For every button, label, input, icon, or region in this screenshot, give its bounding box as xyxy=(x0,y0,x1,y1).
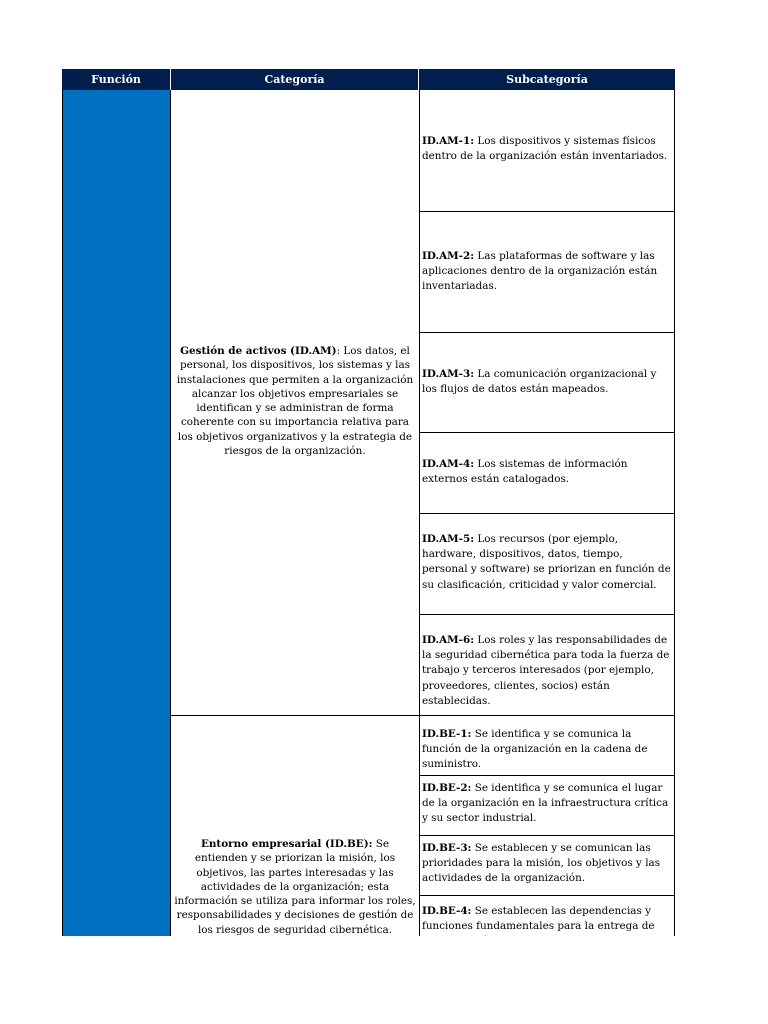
category-label: Entorno empresarial (ID.BE): xyxy=(200,838,373,850)
subcategory-id: ID.AM-4: xyxy=(422,458,475,470)
subcategory-id: ID.AM-3: xyxy=(422,368,475,380)
subcategory-text: Se identifica y se comunica el lugar de la organización en la infraestructura crítica y su sector industrial. xyxy=(422,782,669,825)
category-text xyxy=(173,837,417,937)
subcategory-cell xyxy=(419,90,675,212)
category-cell-business-environment xyxy=(171,715,420,955)
subcategory-id: ID.AM-5: xyxy=(422,533,475,545)
subcategory-text: La comunicación organizacional y los flujos de datos están mapeados. xyxy=(422,368,657,396)
subcategory-cell xyxy=(419,835,675,896)
subcategory-text: Se establecen y se comunican las prioridades para la misión, los objetivos y las actividades de la organización. xyxy=(422,842,661,885)
subcategory-text: Los dispositivos y sistemas físicos dentro de la organización están inventariados. xyxy=(422,135,668,163)
category-cell-asset-management xyxy=(171,90,420,716)
subcategory-cell xyxy=(419,513,675,615)
subcategory-text: Los recursos (por ejemplo, hardware, dispositivos, datos, tiempo, personal y software) se priorizan en función de su clasificación, criticidad y valor comercial. xyxy=(422,533,671,591)
subcategory-text: Las plataformas de software y las aplicaciones dentro de la organización están inventariadas. xyxy=(422,250,658,293)
category-label: Gestión de activos (ID.AM) xyxy=(180,345,337,357)
subcategory-cell xyxy=(419,432,675,514)
subcategory-id: ID.BE-4: xyxy=(422,905,472,917)
category-description: Los datos, el personal, los dispositivos, los sistemas y las instalaciones que permiten a la organización alcanzar los objetivos empresariales se identifican y se administran de forma coherente con su importancia relativa para los objetivos organizativos y la estrategia de riesgos de la organización. xyxy=(176,345,414,458)
category-description: Se entienden y se priorizan la misión, los objetivos, las partes interesadas y las actividades de la organización; esta información se utiliza para informar los roles, responsabilidades y decisiones de gestión de los riesgos de seguridad cibernética. xyxy=(174,838,416,936)
subcategory-text: Se identifica y se comunica la función de la organización en la cadena de suministro. xyxy=(422,728,648,771)
subcategory-text: Los roles y las responsabilidades de la seguridad cibernética para toda la fuerza de trabajo y terceros interesados (por ejemplo, proveedores, clientes, socios) están establecidas. xyxy=(422,634,670,707)
subcategory-text: Se establecen las dependencias y funciones fundamentales para la entrega de xyxy=(422,905,655,933)
page-bottom-margin xyxy=(171,936,691,1024)
header-subcategoria: Subcategoría xyxy=(419,69,675,90)
header-categoria: Categoría xyxy=(171,69,419,90)
subcategory-cell xyxy=(419,614,675,716)
subcategory-id: ID.AM-6: xyxy=(422,634,475,646)
subcategory-id: ID.BE-2: xyxy=(422,782,472,794)
subcategory-cell xyxy=(419,895,675,936)
category-text xyxy=(173,344,417,458)
subcategory-cell xyxy=(419,715,675,776)
subcategory-cell xyxy=(419,332,675,433)
subcategory-cell xyxy=(419,775,675,836)
subcategory-id: ID.BE-1: xyxy=(422,728,472,740)
category-suffix: : xyxy=(336,345,341,357)
subcategory-id: ID.AM-2: xyxy=(422,250,475,262)
subcategory-text: Los sistemas de información externos están catalogados. xyxy=(422,458,628,486)
subcategory-cell xyxy=(419,211,675,333)
header-funcion: Función xyxy=(62,69,171,90)
function-column-cell xyxy=(62,90,171,936)
subcategory-id: ID.BE-3: xyxy=(422,842,472,854)
subcategory-id: ID.AM-1: xyxy=(422,135,475,147)
